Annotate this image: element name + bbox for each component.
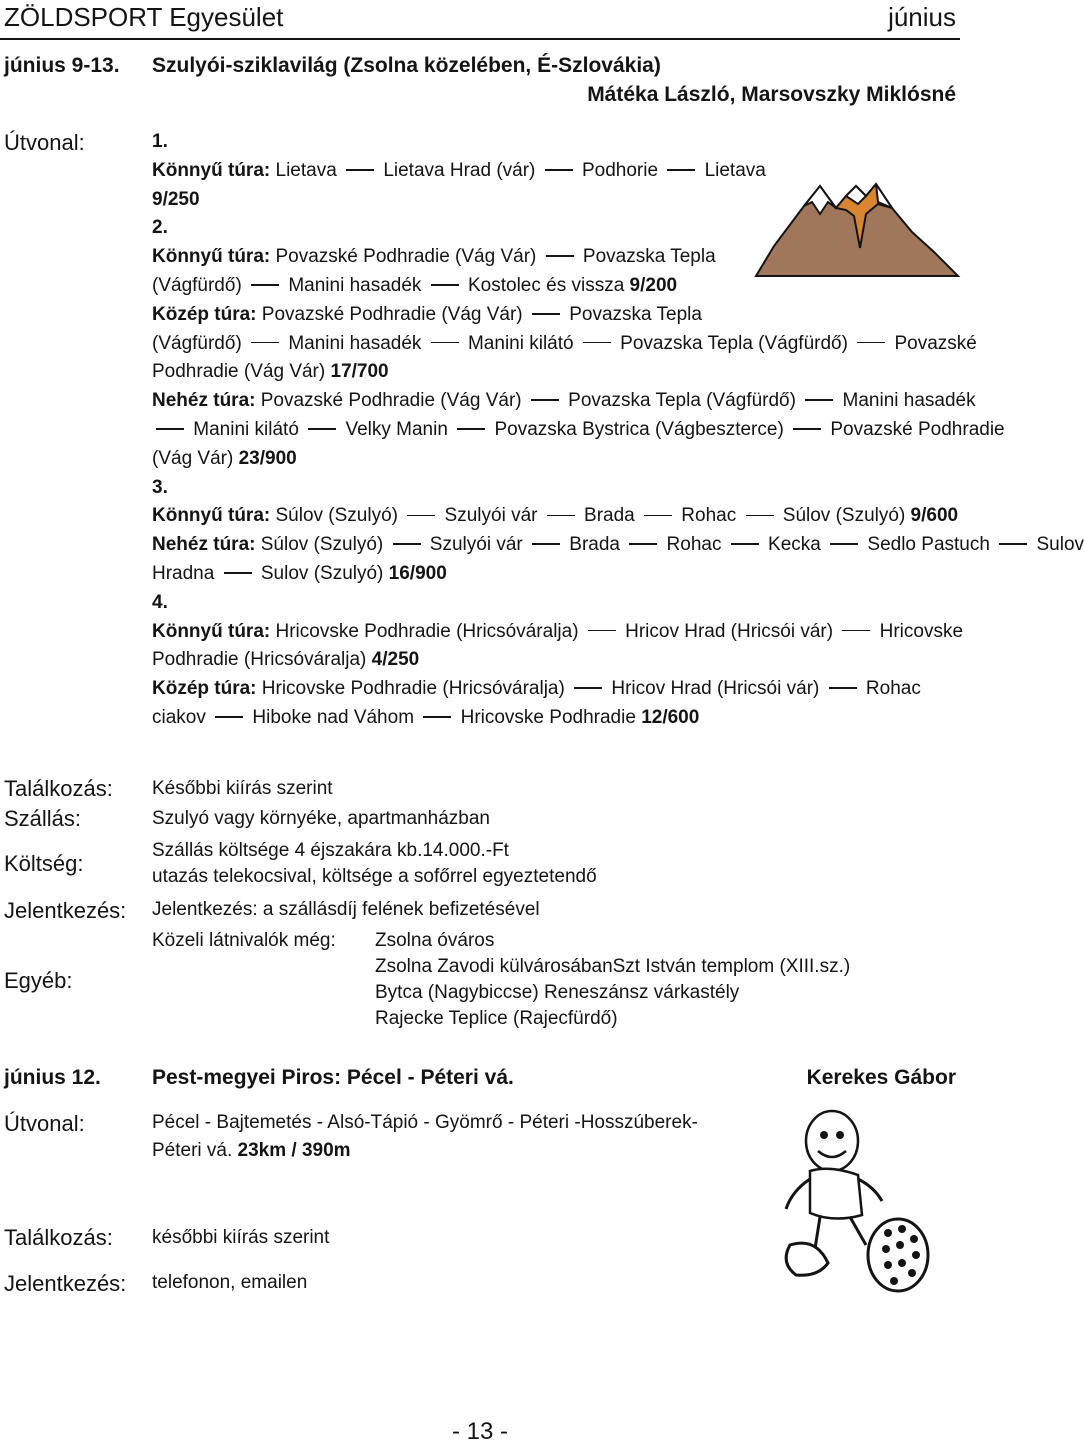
sight-item: Zsolna Zavodi külvárosábanSzt István templom (XIII.sz.) [375, 956, 851, 977]
route-text: Hiboke nad Váhom [247, 706, 420, 728]
dash-separator [629, 543, 657, 545]
mountain-illustration [754, 158, 960, 280]
route-text: ciakov [152, 706, 212, 728]
route-emphasis: 9/250 [152, 188, 200, 210]
route-text: Brada [564, 534, 626, 556]
cost-line-1: Szállás költsége 4 éjszakára kb.14.000.-Ft [152, 840, 509, 861]
route-line [152, 704, 956, 733]
route-text: Povazska Tepla [577, 246, 716, 268]
event1-title: Szulyói-sziklavilág (Zsolna közelében, É-Szlovákia) [152, 54, 661, 77]
apply-label: Jelentkezés: [4, 898, 127, 923]
route-line [152, 675, 956, 704]
route-text: Povazské Podhradie (Vág Vár) [255, 390, 527, 412]
hiker-illustration [770, 1105, 935, 1295]
dash-separator [588, 630, 616, 632]
route-text: Povazska Tepla (Vágfürdő) [562, 390, 802, 412]
dash-separator [644, 515, 672, 517]
route-emphasis: 12/600 [641, 706, 700, 728]
dash-separator [793, 428, 821, 430]
route-text: Hradna [152, 562, 220, 584]
route-text: Szulyói vár [439, 505, 543, 527]
route-text: Sulov (Szulyó) [255, 562, 389, 584]
route-text: Hricovske [874, 620, 964, 642]
route-line [152, 646, 956, 675]
route-emphasis: Közép túra: [152, 678, 257, 700]
route-text: Povazské Podhradie (Vág Vár) [256, 303, 528, 325]
route-text: Súlov (Szulyó) [270, 505, 404, 527]
route-text: Manini kilátó [188, 418, 305, 440]
route-line [152, 560, 956, 589]
route-text: Povazské Podhradie [825, 418, 1005, 440]
meet-value: későbbi kiírás szerint [152, 1227, 330, 1248]
dash-separator [857, 342, 885, 344]
dash-separator [830, 543, 858, 545]
route-text: Szulyói vár [424, 534, 528, 556]
dash-separator [251, 342, 279, 344]
route-emphasis: Nehéz túra: [152, 534, 256, 556]
route-text: Súlov (Szulyó) [255, 534, 389, 556]
route-label: Útvonal: [4, 130, 85, 155]
meet-value: Későbbi kiírás szerint [152, 778, 333, 799]
route-emphasis: 17/700 [330, 361, 389, 383]
route-text: Péteri vá. [152, 1140, 238, 1161]
route-text: Manini hasadék [283, 332, 427, 354]
page-number: - 13 - [451, 1418, 508, 1445]
event1-date: június 9-13. [4, 54, 120, 77]
route-text: Sulov [1031, 534, 1084, 556]
route-emphasis: Könnyű túra: [152, 159, 271, 181]
route-text: Rohac [661, 534, 727, 556]
route-text: Hricovske Podhradie (Hricsóváralja) [256, 678, 571, 700]
dash-separator [667, 169, 695, 171]
route-line [152, 358, 956, 387]
sights-label: Közeli látnivalók még: [152, 930, 336, 951]
route-text: Kostolec és vissza [462, 274, 630, 296]
route-text: Kecka [762, 534, 827, 556]
route-text: Manini hasadék [283, 274, 427, 296]
route-text: Hricovske Podhradie [455, 706, 642, 728]
dash-separator [431, 342, 459, 344]
apply-value: telefonon, emailen [152, 1272, 308, 1293]
dash-separator [457, 428, 485, 430]
dash-separator [156, 428, 184, 430]
route-text: Rohac [676, 505, 742, 527]
route-emphasis: 3. [152, 476, 168, 498]
cost-line-2: utazás telekocsival, költsége a sofőrrel egyeztetendő [152, 866, 597, 887]
route-text: Rohac [860, 678, 921, 700]
route-emphasis: Könnyű túra: [152, 246, 271, 268]
route-label: Útvonal: [4, 1111, 85, 1136]
header-month: június [888, 2, 956, 32]
event2-route-line-2 [152, 1140, 351, 1162]
dash-separator [531, 399, 559, 401]
dash-separator [431, 284, 459, 286]
route-emphasis: Közép túra: [152, 303, 257, 325]
route-line [152, 474, 956, 503]
dash-separator [999, 543, 1027, 545]
route-line [152, 128, 956, 157]
page-header [0, 0, 960, 40]
sight-item: Rajecke Teplice (Rajecfürdő) [375, 1008, 618, 1029]
route-text: Brada [578, 505, 641, 527]
other-label: Egyéb: [4, 968, 73, 993]
meet-label: Találkozás: [4, 1225, 113, 1250]
dash-separator [805, 399, 833, 401]
route-text: Podhorie [576, 159, 664, 181]
sight-item: Zsolna óváros [375, 930, 495, 951]
dash-separator [842, 630, 870, 632]
event2-title: Pest-megyei Piros: Pécel - Péteri vá. [152, 1066, 514, 1089]
route-text: (Vágfürdő) [152, 274, 248, 296]
dash-separator [746, 515, 774, 517]
route-line [152, 502, 959, 531]
apply-label: Jelentkezés: [4, 1271, 127, 1296]
route-line [152, 387, 976, 416]
route-emphasis: Könnyű túra: [152, 620, 271, 642]
route-text: Manini hasadék [837, 390, 976, 412]
dash-separator [251, 284, 279, 286]
dash-separator [532, 543, 560, 545]
event2-route-line-1: Pécel - Bajtemetés - Alsó-Tápió - Gyömrő - Péteri -Hosszúberek- [152, 1112, 698, 1133]
route-text: (Vágfürdő) [152, 332, 248, 354]
route-emphasis: 9/200 [629, 274, 678, 296]
dash-separator [829, 687, 857, 689]
dash-separator [545, 169, 573, 171]
route-emphasis: 1. [152, 131, 168, 152]
route-emphasis: 2. [152, 217, 168, 239]
route-text: Podhradie (Hricsóváralja) [152, 649, 372, 671]
route-line [152, 301, 956, 330]
route-line [152, 416, 1005, 445]
dash-separator [532, 313, 560, 315]
route-emphasis: 4/250 [371, 649, 420, 671]
route-emphasis: Nehéz túra: [152, 390, 256, 412]
event2-date: június 12. [4, 1066, 101, 1089]
route-line [152, 445, 956, 474]
route-emphasis: 16/900 [388, 562, 447, 584]
route-text: Manini kilátó [462, 332, 579, 354]
dash-separator [346, 169, 374, 171]
route-emphasis: 23/900 [238, 447, 297, 469]
dash-separator [731, 543, 759, 545]
route-text: Povazska Bystrica (Vágbeszterce) [489, 418, 790, 440]
route-emphasis: 9/600 [910, 505, 959, 527]
route-text: Podhradie (Vág Vár) [152, 361, 331, 383]
route-text: (Vág Vár) [152, 447, 239, 469]
route-text: Sedlo Pastuch [862, 534, 996, 556]
stay-value: Szulyó vagy környéke, apartmanházban [152, 808, 490, 829]
route-emphasis: 4. [152, 591, 168, 613]
event2-leader: Kerekes Gábor [806, 1066, 956, 1089]
cost-label: Költség: [4, 851, 84, 876]
route-text: Lietava [270, 159, 343, 181]
route-text: Povazska Tepla (Vágfürdő) [614, 332, 854, 354]
dash-separator [215, 716, 243, 718]
route-text: Povazské [889, 332, 977, 354]
route-line [152, 531, 1084, 560]
dash-separator [407, 515, 435, 517]
dash-separator [583, 342, 611, 344]
route-text: Povazska Tepla [563, 303, 702, 325]
event1-leaders: Mátéka László, Marsovszky Miklósné [587, 83, 956, 106]
apply-value: Jelentkezés: a szállásdíj felének befizetésével [152, 899, 540, 920]
sight-item: Bytca (Nagybiccse) Reneszánsz várkastély [375, 982, 740, 1003]
dash-separator [423, 716, 451, 718]
route-text: Velky Manin [340, 418, 454, 440]
dash-separator [547, 515, 575, 517]
route-line [152, 330, 977, 359]
route-text: Lietava Hrad (vár) [378, 159, 541, 181]
route-text: Hricov Hrad (Hricsói vár) [619, 620, 839, 642]
route-text: Povazské Podhradie (Vág Vár) [270, 246, 542, 268]
route-text: Súlov (Szulyó) [777, 505, 911, 527]
dash-separator [574, 687, 602, 689]
route-line [152, 618, 964, 647]
dash-separator [308, 428, 336, 430]
route-text: Hricov Hrad (Hricsói vár) [606, 678, 825, 700]
club-name: ZÖLDSPORT Egyesület [4, 2, 284, 32]
dash-separator [393, 543, 421, 545]
route-text: Lietava [699, 159, 766, 181]
stay-label: Szállás: [4, 806, 82, 831]
route-stats: 23km / 390m [237, 1140, 351, 1161]
dash-separator [546, 255, 574, 257]
meet-label: Találkozás: [4, 776, 113, 801]
dash-separator [224, 572, 252, 574]
route-emphasis: Könnyű túra: [152, 505, 271, 527]
route-line [152, 589, 956, 618]
route-text: Hricovske Podhradie (Hricsóváralja) [270, 620, 584, 642]
